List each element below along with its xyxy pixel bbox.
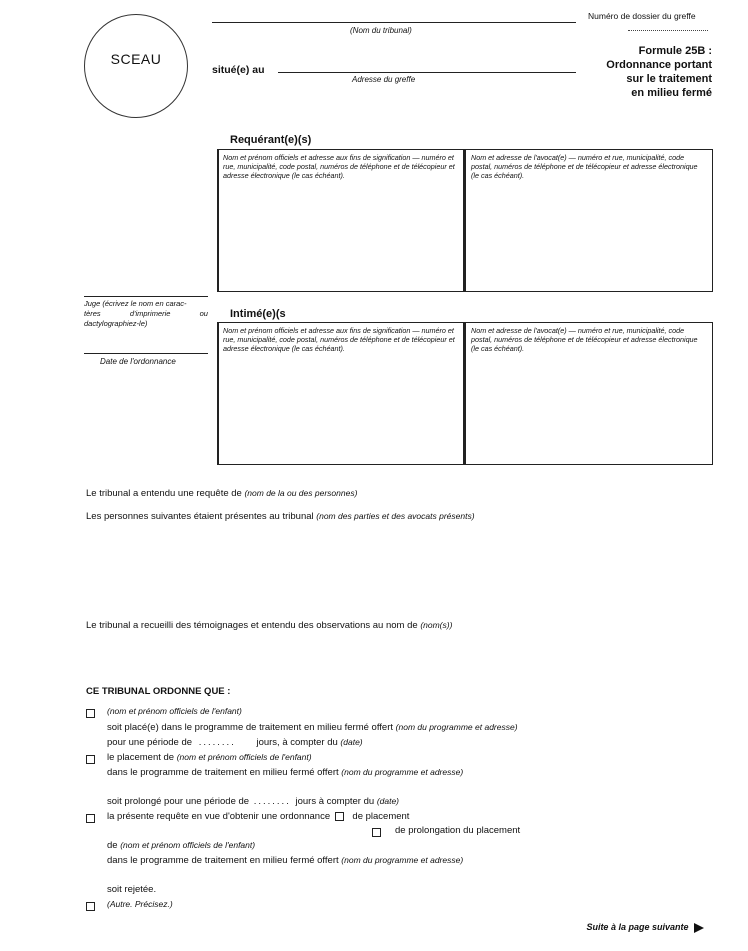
arrow-right-icon — [694, 923, 704, 933]
order-3-extension-label: de prolongation du placement — [395, 825, 521, 836]
order-2-line-3[interactable] — [107, 796, 399, 807]
order-1-from-text: jours, à compter du — [256, 737, 338, 748]
evidence-hint: (nom(s)) — [420, 620, 453, 630]
applicants-box-shadow — [217, 149, 219, 292]
order-3-placement-checkbox[interactable] — [335, 812, 344, 821]
order-4-checkbox[interactable] — [86, 902, 95, 911]
order-3-extension-checkbox[interactable] — [372, 828, 381, 837]
respondent-lawyer-note: Nom et adresse de l'avocat(e) — numéro et rue, municipalité, code postal, numéros de téléphone et de télécopieur et adresse électronique (le cas échéant). — [471, 326, 698, 353]
judge-caption-line-1: Juge (écrivez le nom en carac- — [84, 299, 187, 308]
file-number-caption: Numéro de dossier du greffe — [588, 11, 696, 21]
order-2-date-hint: (date) — [376, 796, 400, 806]
order-1-child-hint: (nom et prénom officiels de l'enfant) — [107, 706, 242, 716]
present-persons-line[interactable] — [86, 511, 475, 522]
order-2-text: le placement de — [107, 752, 175, 763]
order-3-rejected: soit rejetée. — [107, 884, 157, 895]
order-2-from-text: jours à compter du — [295, 796, 375, 807]
order-2-period-text: soit prolongé pour une période de — [107, 796, 250, 807]
heard-request-text: Le tribunal a entendu une requête de — [86, 488, 242, 499]
order-3-of-text: de — [107, 840, 118, 851]
order-2-child-hint: (nom et prénom officiels de l'enfant) — [176, 752, 312, 762]
continued-note — [586, 922, 704, 933]
form-number: Formule 25B : — [638, 45, 712, 57]
order-3-child-hint: (nom et prénom officiels de l'enfant) — [120, 840, 256, 850]
respondent-party-note: Nom et prénom officiels et adresse aux fins de signification — numéro et rue, municipalité, code postal, numéros de téléphone et de télécopieur et adresse électronique (le cas échéant). — [223, 326, 455, 353]
applicant-party-note: Nom et prénom officiels et adresse aux fins de signification — numéro et rue, municipalité, code postal, numéros de téléphone et de télécopieur et adresse électronique (le cas échéant). — [223, 153, 455, 180]
order-1-date-hint: (date) — [340, 737, 363, 747]
evidence-line[interactable] — [86, 620, 452, 631]
file-number-field[interactable] — [628, 30, 708, 31]
order-1-period-text: pour une période de — [107, 737, 193, 748]
order-3-placement-label: de placement — [352, 811, 410, 822]
applicant-party-cell[interactable] — [218, 150, 465, 291]
order-2-program-text: dans le programme de traitement en milieu fermé offert — [107, 767, 339, 778]
court-name-caption: (Nom du tribunal) — [350, 26, 412, 35]
form-title-line-2: sur le traitement — [626, 73, 712, 85]
order-4-other-hint: (Autre. Précisez.) — [107, 899, 173, 909]
judge-line[interactable] — [84, 296, 208, 297]
applicants-box — [217, 149, 713, 292]
respondents-box — [217, 322, 713, 465]
judge-caption-word-3: ou — [199, 309, 208, 318]
order-3-text: la présente requête en vue d'obtenir une ordonnance — [107, 811, 331, 822]
form-title — [606, 44, 712, 100]
order-1-line-1[interactable] — [107, 706, 242, 717]
located-at-label: situé(e) au — [212, 64, 265, 76]
judge-caption-line-2 — [84, 309, 208, 319]
form-title-line-1: Ordonnance portant — [606, 59, 712, 71]
order-2-line-1[interactable] — [107, 752, 312, 763]
respondents-divider-shadow — [463, 322, 465, 465]
present-persons-text: Les personnes suivantes étaient présentes au tribunal — [86, 511, 314, 522]
order-1-program-text: soit placé(e) dans le programme de traitement en milieu fermé offert — [107, 722, 394, 733]
seal-circle — [84, 14, 188, 118]
orders-heading: CE TRIBUNAL ORDONNE QUE : — [86, 686, 231, 697]
order-date-line[interactable] — [84, 353, 208, 354]
respondents-box-shadow — [217, 322, 219, 465]
seal-label: SCEAU — [110, 51, 162, 67]
order-3-program-hint: (nom du programme et adresse) — [341, 855, 464, 865]
court-name-line[interactable] — [212, 22, 576, 23]
order-3-checkbox[interactable] — [86, 814, 95, 823]
judge-caption-word-2: d'imprimerie — [129, 309, 171, 318]
order-1-line-3[interactable] — [107, 737, 363, 748]
order-2-program-hint: (nom du programme et adresse) — [341, 767, 464, 777]
order-1-line-2[interactable] — [107, 722, 518, 733]
applicants-title: Requérant(e)(s) — [230, 134, 312, 146]
order-1-days-field[interactable]: ........ — [198, 737, 236, 748]
order-3-line-3[interactable] — [107, 855, 463, 866]
order-3-line-1[interactable] — [107, 811, 409, 822]
evidence-text: Le tribunal a recueilli des témoignages et entendu des observations au nom de — [86, 620, 418, 631]
order-3-program-text: dans le programme de traitement en milieu fermé offert — [107, 855, 339, 866]
applicant-lawyer-note: Nom et adresse de l'avocat(e) — numéro et rue, municipalité, code postal, numéros de téléphone et de télécopieur et adresse électronique (le cas échéant). — [471, 153, 698, 180]
judge-caption — [84, 299, 208, 329]
order-4-line[interactable] — [107, 899, 173, 910]
order-date-caption: Date de l'ordonnance — [100, 357, 176, 366]
order-1-program-hint: (nom du programme et adresse) — [395, 722, 518, 732]
judge-caption-word-1: tères — [84, 309, 101, 318]
respondents-title: Intimé(e)(s — [230, 308, 286, 320]
judge-caption-line-3: dactylographiez-le) — [84, 319, 148, 328]
applicant-lawyer-cell[interactable] — [466, 150, 712, 291]
court-address-caption: Adresse du greffe — [352, 75, 416, 84]
form-title-line-3: en milieu fermé — [631, 87, 712, 99]
heard-request-line[interactable] — [86, 488, 357, 499]
present-persons-hint: (nom des parties et des avocats présents) — [316, 511, 475, 521]
order-2-line-2[interactable] — [107, 767, 463, 778]
respondent-lawyer-cell[interactable] — [466, 323, 712, 464]
order-2-checkbox[interactable] — [86, 755, 95, 764]
order-3-line-2[interactable] — [107, 840, 255, 851]
court-address-line[interactable] — [278, 72, 576, 73]
order-1-checkbox[interactable] — [86, 709, 95, 718]
applicants-divider-shadow — [463, 149, 465, 292]
heard-request-hint: (nom de la ou des personnes) — [244, 488, 358, 498]
order-2-days-field[interactable]: ........ — [253, 796, 291, 807]
respondent-party-cell[interactable] — [218, 323, 465, 464]
continued-text: Suite à la page suivante — [586, 922, 689, 932]
